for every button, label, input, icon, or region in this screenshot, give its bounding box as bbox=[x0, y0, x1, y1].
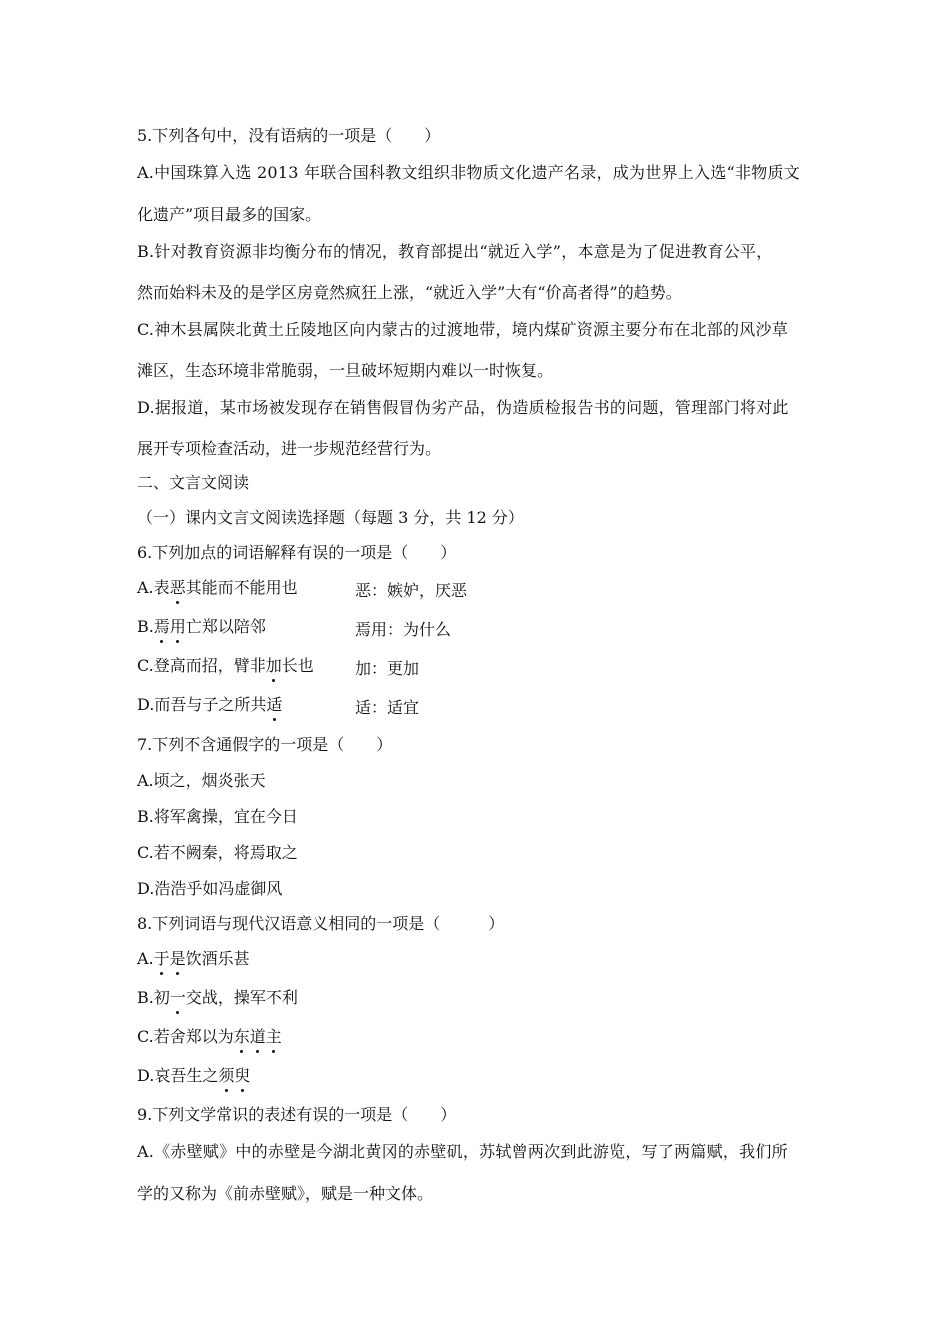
q8-stem: 8.下列词语与现代汉语意义相同的一项是（ ） bbox=[137, 914, 505, 933]
q5-stem: 5.下列各句中，没有语病的一项是（ ） bbox=[137, 126, 441, 145]
q8-option-d-dotted-char-2: 臾 bbox=[234, 1066, 251, 1085]
q5-option-b-line2: 然而始料未及的是学区房竟然疯狂上涨，“就近入学”大有“价高者得”的趋势。 bbox=[137, 283, 682, 302]
q8-option-d bbox=[137, 1066, 250, 1086]
q6-option-b-dotted-word-1: 焉 bbox=[153, 617, 170, 636]
q9-stem: 9.下列文学常识的表述有误的一项是（ ） bbox=[137, 1105, 457, 1124]
section-heading: 二、文言文阅读 bbox=[137, 473, 250, 492]
q6-option-c-pre: C.登高而招，臂非 bbox=[137, 656, 266, 675]
q8-option-d-dotted-char-1: 须 bbox=[218, 1066, 235, 1085]
q6-option-b bbox=[137, 617, 266, 637]
q8-option-b bbox=[137, 988, 298, 1008]
q8-option-c-pre: C.若舍郑以为 bbox=[137, 1027, 234, 1046]
q6-option-c-definition: 加：更加 bbox=[355, 659, 420, 678]
q6-option-d bbox=[137, 695, 282, 715]
q6-option-a-pre: A.表 bbox=[137, 578, 170, 597]
q8-option-c-dotted-char-2: 道 bbox=[249, 1027, 266, 1046]
q6-option-c-dotted-word: 加 bbox=[265, 656, 282, 675]
section-subheading: （一）课内文言文阅读选择题（每题 3 分，共 12 分） bbox=[137, 508, 524, 527]
q8-option-a-pre: A. bbox=[137, 949, 154, 968]
q6-option-a bbox=[137, 578, 837, 598]
q8-option-c-dotted-char-3: 主 bbox=[265, 1027, 282, 1046]
q6-option-a-definition: 恶：嫉妒，厌恶 bbox=[355, 581, 468, 600]
q5-option-c-line1: C.神木县属陕北黄土丘陵地区向内蒙古的过渡地带，境内煤矿资源主要分布在北部的风沙草 bbox=[137, 320, 789, 339]
q6-option-b-definition: 焉用：为什么 bbox=[355, 620, 452, 639]
q8-option-a bbox=[137, 949, 250, 969]
q8-option-b-pre: B.初 bbox=[137, 988, 170, 1007]
q6-option-a-post: 其能而不能用也 bbox=[185, 578, 298, 597]
q6-option-d-pre: D.而吾与子之所共 bbox=[137, 695, 267, 714]
q8-option-b-dotted-word: 一 bbox=[169, 988, 186, 1007]
q6-option-d-definition: 适：适宜 bbox=[355, 698, 420, 717]
q5-option-a-line2: 化遗产”项目最多的国家。 bbox=[137, 205, 322, 224]
q6-option-b-dotted-word-2: 用 bbox=[169, 617, 186, 636]
q6-option-b-post: 亡郑以陪邻 bbox=[185, 617, 266, 636]
q5-option-a-line1: A.中国珠算入选 2013 年联合国科教文组织非物质文化遗产名录，成为世界上入选“非物质文 bbox=[137, 163, 800, 182]
q8-option-b-post: 交战，操军不利 bbox=[185, 988, 298, 1007]
q8-option-c-dotted-char-1: 东 bbox=[233, 1027, 250, 1046]
q6-option-d-dotted-word: 适 bbox=[266, 695, 283, 714]
q7-option-d: D.浩浩乎如冯虚御风 bbox=[137, 879, 283, 898]
q5-option-d-line1: D.据报道，某市场被发现存在销售假冒伪劣产品，伪造质检报告书的问题，管理部门将对此 bbox=[137, 398, 789, 417]
q7-option-a: A.顷之，烟炎张天 bbox=[137, 771, 266, 790]
q8-option-c bbox=[137, 1027, 282, 1047]
q5-option-c-line2: 滩区，生态环境非常脆弱，一旦破坏短期内难以一时恢复。 bbox=[137, 361, 554, 380]
q9-option-a-line1: A.《赤壁赋》中的赤壁是今湖北黄冈的赤壁矶，苏轼曾两次到此游览，写了两篇赋，我们所 bbox=[137, 1142, 788, 1161]
q8-option-a-dotted-char-1: 于 bbox=[153, 949, 170, 968]
q6-option-a-dotted-word: 恶 bbox=[169, 578, 186, 597]
q6-option-b-pre: B. bbox=[137, 617, 154, 636]
q8-option-a-dotted-char-2: 是 bbox=[169, 949, 186, 968]
q7-option-c: C.若不阙秦，将焉取之 bbox=[137, 843, 298, 862]
q7-option-b: B.将军禽操，宜在今日 bbox=[137, 807, 298, 826]
q6-option-c-post: 长也 bbox=[281, 656, 314, 675]
q6-stem: 6.下列加点的词语解释有误的一项是（ ） bbox=[137, 543, 457, 562]
q5-option-d-line2: 展开专项检查活动，进一步规范经营行为。 bbox=[137, 439, 442, 458]
q8-option-a-post: 饮酒乐甚 bbox=[185, 949, 250, 968]
q9-option-a-line2: 学的又称为《前赤壁赋》，赋是一种文体。 bbox=[137, 1184, 434, 1203]
q5-option-b-line1: B.针对教育资源非均衡分布的情况，教育部提出“就近入学”，本意是为了促进教育公平， bbox=[137, 242, 773, 261]
q7-stem: 7.下列不含通假字的一项是（ ） bbox=[137, 735, 393, 754]
q6-option-c bbox=[137, 656, 314, 676]
q8-option-d-pre: D.哀吾生之 bbox=[137, 1066, 219, 1085]
